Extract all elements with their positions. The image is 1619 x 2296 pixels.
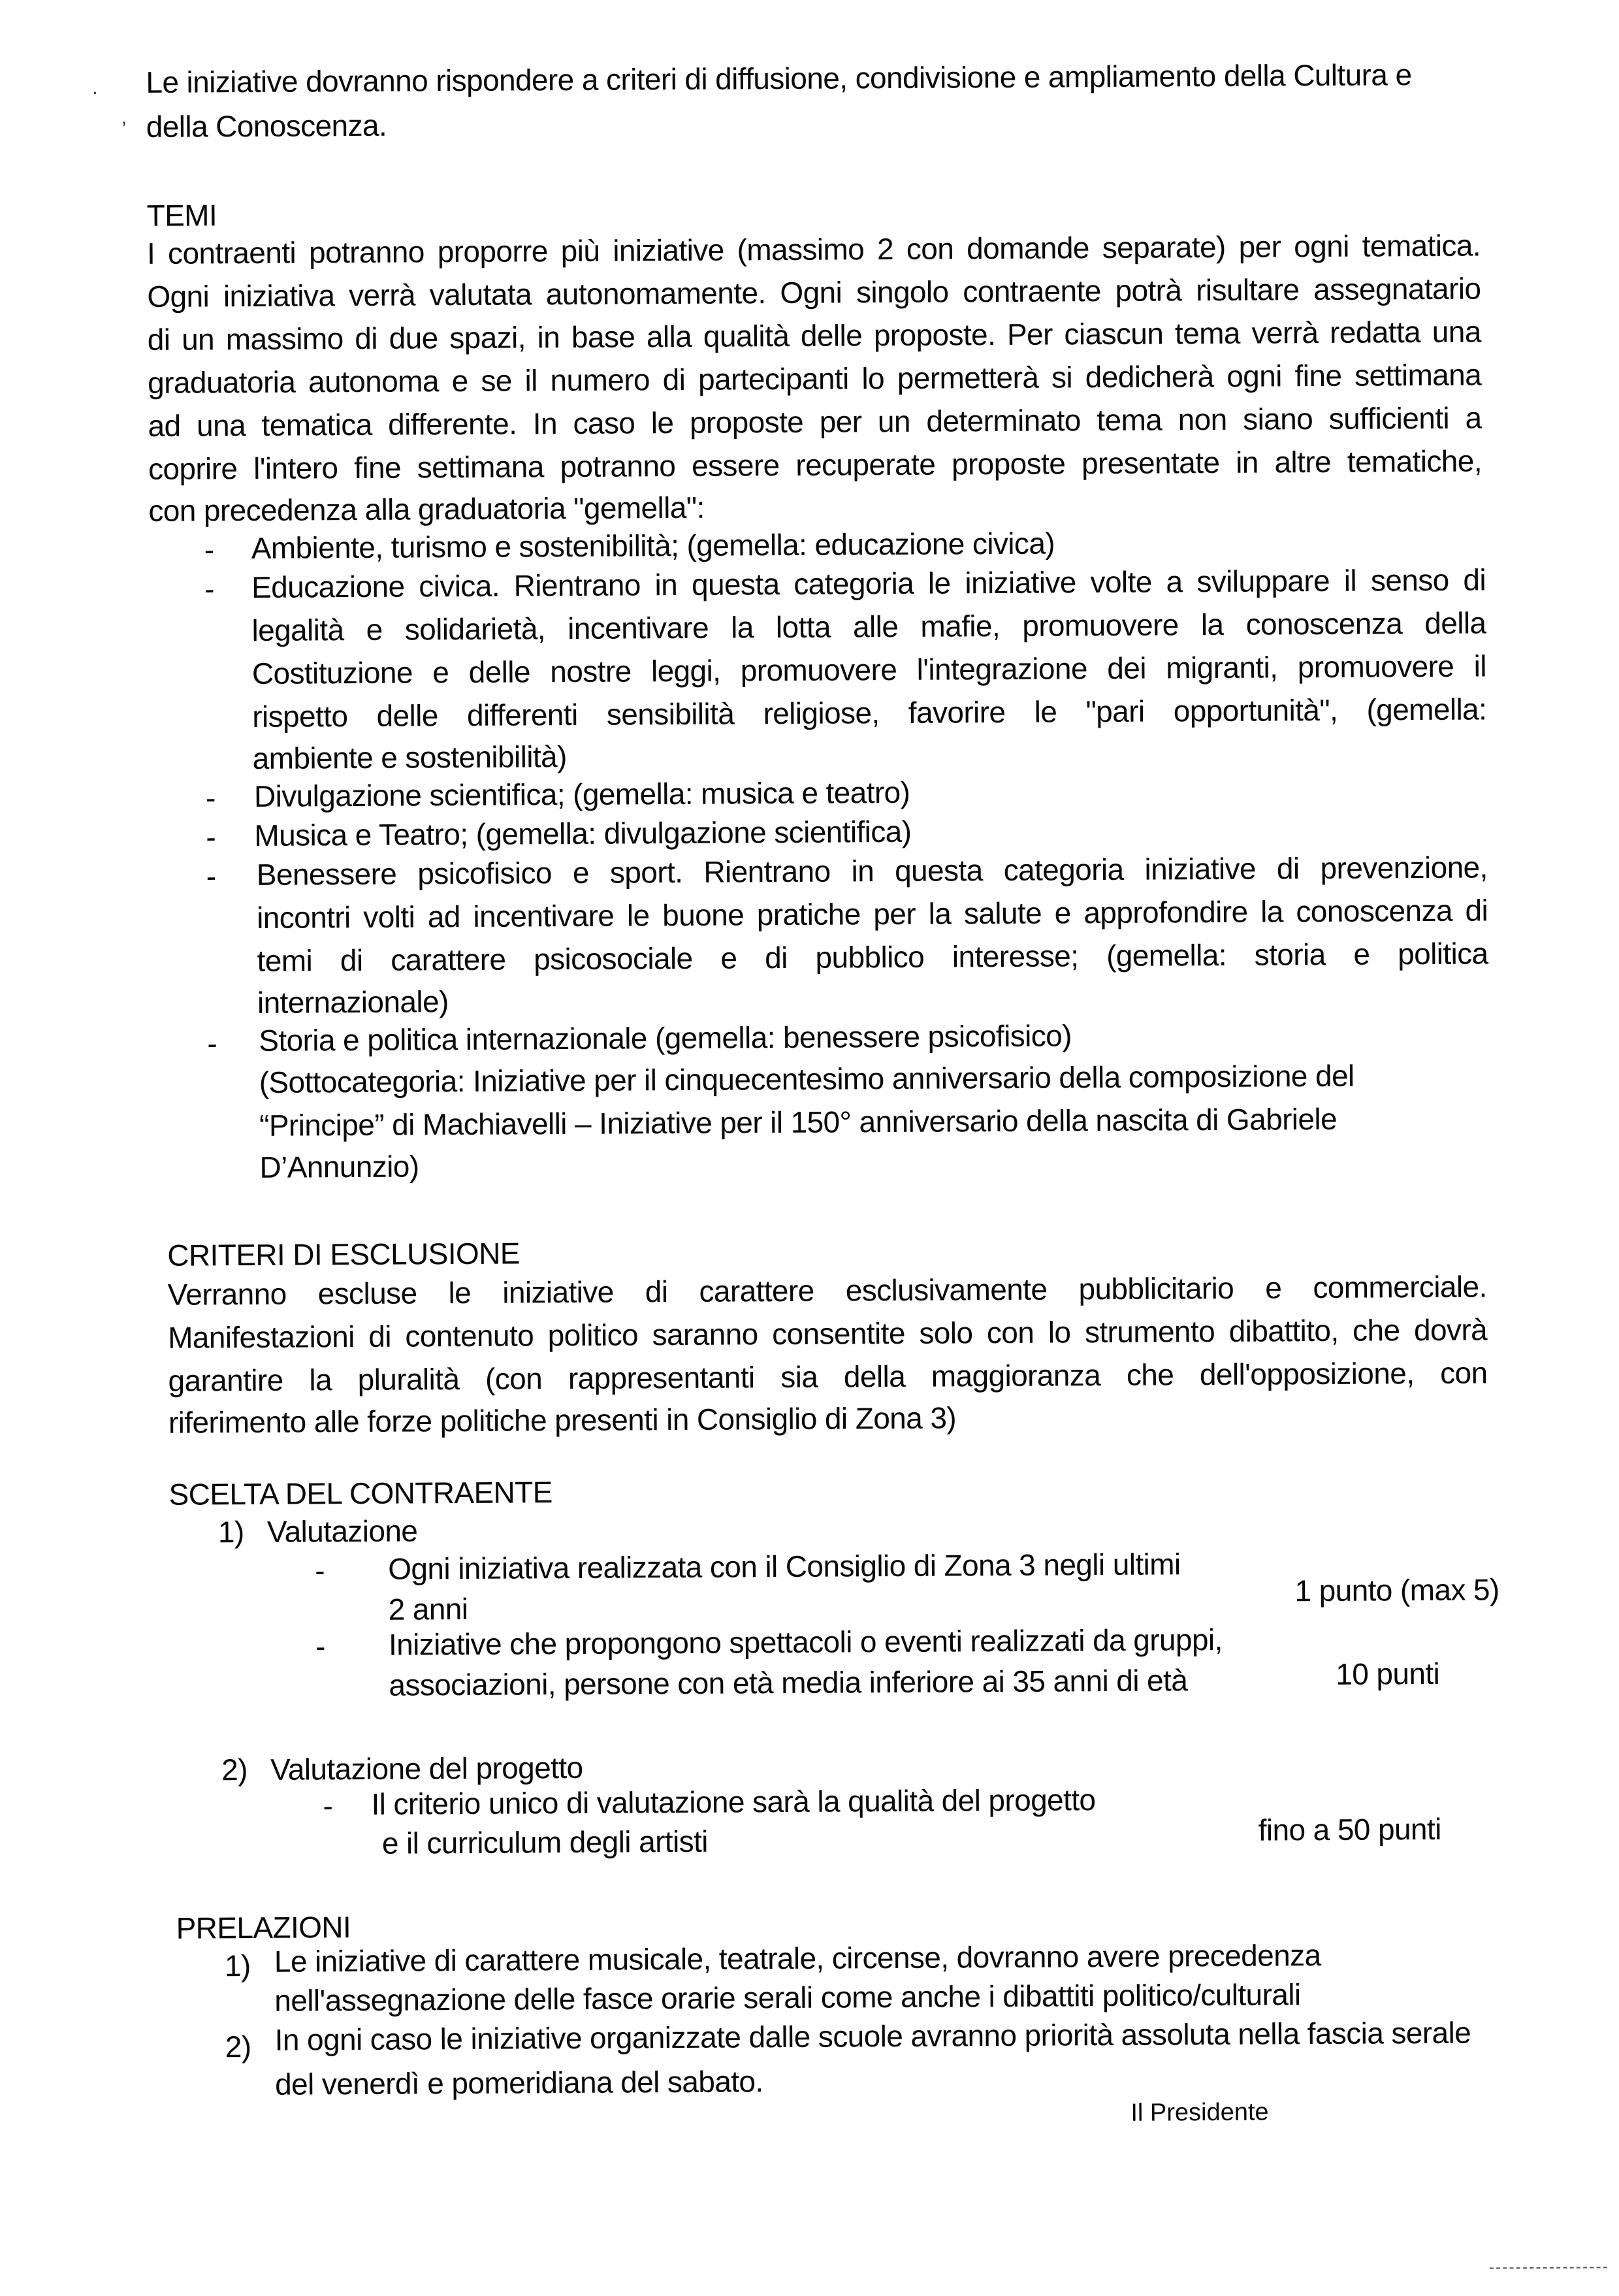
scan-footer-artifact bbox=[1490, 2267, 1607, 2269]
tema-item-educazione: rispetto delle differenti sensibilità religiose, favorire le "pari opportunità", (gemella: bbox=[252, 692, 1487, 734]
temi-paragraph-line: coprire l'intero fine settimana potranno essere recuperate proposte presentate in altre tematiche, bbox=[148, 444, 1483, 486]
dash-bullet-icon: - bbox=[204, 532, 215, 567]
dash-bullet-icon: - bbox=[205, 781, 216, 815]
tema-item-storia-subcategory: D’Annunzio) bbox=[259, 1149, 419, 1184]
tema-item-divulgazione: Divulgazione scientifica; (gemella: musica e teatro) bbox=[253, 775, 910, 813]
tema-item-educazione: Educazione civica. Rientrano in questa categoria le iniziative volte a sviluppare il senso di bbox=[251, 562, 1486, 604]
section-heading-temi: TEMI bbox=[146, 198, 217, 233]
tema-item-musica: Musica e Teatro; (gemella: divulgazione scientifica) bbox=[254, 814, 912, 852]
esclusione-line: garantire la pluralità (con rappresentanti sia della maggioranza che dell'opposizione, con bbox=[168, 1355, 1488, 1398]
prelazione-text: In ogni caso le iniziative organizzate dalle scuole avranno priorità assoluta nella fascia serale bbox=[274, 2015, 1471, 2057]
tema-item-benessere: temi di carattere psicosociale e di pubblico interesse; (gemella: storia e politica bbox=[257, 936, 1488, 978]
numbered-marker: 1) bbox=[224, 1948, 251, 1983]
intro-line: Le iniziative dovranno rispondere a criteri di diffusione, condivisione e ampliamento della Cultura e bbox=[146, 57, 1412, 99]
dash-bullet-icon: - bbox=[204, 572, 215, 606]
prelazione-text: Le iniziative di carattere musicale, teatrale, circense, dovranno avere precedenza bbox=[274, 1938, 1321, 1979]
tema-item-educazione: legalità e solidarietà, incentivare la lotta alle mafie, promuovere la conoscenza della bbox=[251, 606, 1486, 647]
scelta-group-title: Valutazione del progetto bbox=[270, 1750, 583, 1787]
prelazione-text: nell'assegnazione delle fasce orarie serali come anche i dibattiti politico/culturali bbox=[274, 1977, 1301, 2018]
tema-item-storia: Storia e politica internazionale (gemella: benessere psicofisico) bbox=[259, 1018, 1072, 1058]
tema-item-educazione: ambiente e sostenibilità) bbox=[252, 739, 567, 775]
tema-item-ambiente: Ambiente, turismo e sostenibilità; (gemella: educazione civica) bbox=[251, 526, 1055, 565]
tema-item-benessere: Benessere psicofisico e sport. Rientrano in questa categoria iniziative di prevenzione, bbox=[256, 850, 1488, 892]
temi-paragraph-line: ad una tematica differente. In caso le proposte per un determinato tema non siano sufficienti a bbox=[148, 400, 1482, 443]
prelazione-text: del venerdì e pomeridiana del sabato. bbox=[274, 2064, 763, 2101]
criterion-points: 10 punti bbox=[1336, 1656, 1440, 1691]
temi-paragraph-line: I contraenti potranno proporre più iniziative (massimo 2 con domande separate) per ogni tematica. bbox=[146, 228, 1481, 270]
temi-paragraph-line: con precedenza alla graduatoria "gemella": bbox=[148, 490, 705, 528]
numbered-marker: 2) bbox=[221, 1753, 248, 1787]
section-heading-esclusione: CRITERI DI ESCLUSIONE bbox=[167, 1236, 520, 1272]
criterion-points: 1 punto (max 5) bbox=[1294, 1572, 1499, 1608]
criterion-text: Ogni iniziativa realizzata con il Consiglio di Zona 3 negli ultimi bbox=[388, 1547, 1181, 1586]
scelta-group-title: Valutazione bbox=[266, 1513, 418, 1549]
esclusione-line: Manifestazioni di contenuto politico saranno consentite solo con lo strumento dibattito, che dovrà bbox=[167, 1312, 1488, 1355]
criterion-text: 2 anni bbox=[388, 1591, 468, 1626]
criterion-text: Il criterio unico di valutazione sarà la qualità del progetto bbox=[371, 1783, 1096, 1821]
section-heading-scelta: SCELTA DEL CONTRAENTE bbox=[168, 1475, 553, 1512]
numbered-marker: 2) bbox=[225, 2029, 251, 2064]
dash-bullet-icon: - bbox=[207, 1026, 217, 1061]
tema-item-benessere: internazionale) bbox=[257, 984, 449, 1020]
criterion-text: associazioni, persone con età media inferiore ai 35 anni di età bbox=[389, 1663, 1188, 1702]
tema-item-benessere: incontri volti ad incentivare le buone pratiche per la salute e approfondire la conoscenza di bbox=[257, 893, 1488, 935]
tema-item-storia-subcategory: (Sottocategoria: Iniziative per il cinquecentesimo anniversario della composizione del bbox=[259, 1058, 1355, 1099]
scan-speck: · bbox=[91, 81, 99, 103]
esclusione-line: Verranno escluse le iniziative di carattere esclusivamente pubblicitario e commerciale. bbox=[167, 1269, 1487, 1312]
section-heading-prelazioni: PRELAZIONI bbox=[176, 1910, 351, 1945]
dash-bullet-icon: - bbox=[315, 1553, 325, 1588]
esclusione-line: riferimento alle forze politiche presenti in Consiglio di Zona 3) bbox=[168, 1400, 957, 1440]
numbered-marker: 1) bbox=[217, 1515, 244, 1549]
tema-item-educazione: Costituzione e delle nostre leggi, promuovere l'integrazione dei migranti, promuovere il bbox=[251, 649, 1487, 690]
scan-speck: ʼ bbox=[121, 119, 127, 141]
dash-bullet-icon: - bbox=[206, 859, 217, 894]
criterion-points: fino a 50 punti bbox=[1258, 1811, 1441, 1847]
tema-item-storia-subcategory: “Principe” di Machiavelli – Iniziative per il 150° anniversario della nascita di Gabriele bbox=[259, 1101, 1338, 1142]
criterion-text: Iniziative che propongono spettacoli o eventi realizzati da gruppi, bbox=[388, 1622, 1223, 1662]
criterion-text: e il curriculum degli artisti bbox=[381, 1824, 708, 1860]
signature-president: Il Presidente bbox=[1130, 2098, 1269, 2127]
intro-line: della Conoscenza. bbox=[146, 108, 387, 144]
dash-bullet-icon: - bbox=[315, 1629, 326, 1664]
dash-bullet-icon: - bbox=[323, 1788, 333, 1823]
temi-paragraph-line: graduatoria autonoma e se il numero di partecipanti lo permetterà si dedicherà ogni fine settimana bbox=[148, 357, 1482, 400]
temi-paragraph-line: Ogni iniziativa verrà valutata autonomamente. Ogni singolo contraente potrà risultare assegnatario bbox=[147, 271, 1481, 314]
dash-bullet-icon: - bbox=[206, 820, 216, 854]
temi-paragraph-line: di un massimo di due spazi, in base alla qualità delle proposte. Per ciascun tema verrà redatta una bbox=[147, 314, 1481, 357]
